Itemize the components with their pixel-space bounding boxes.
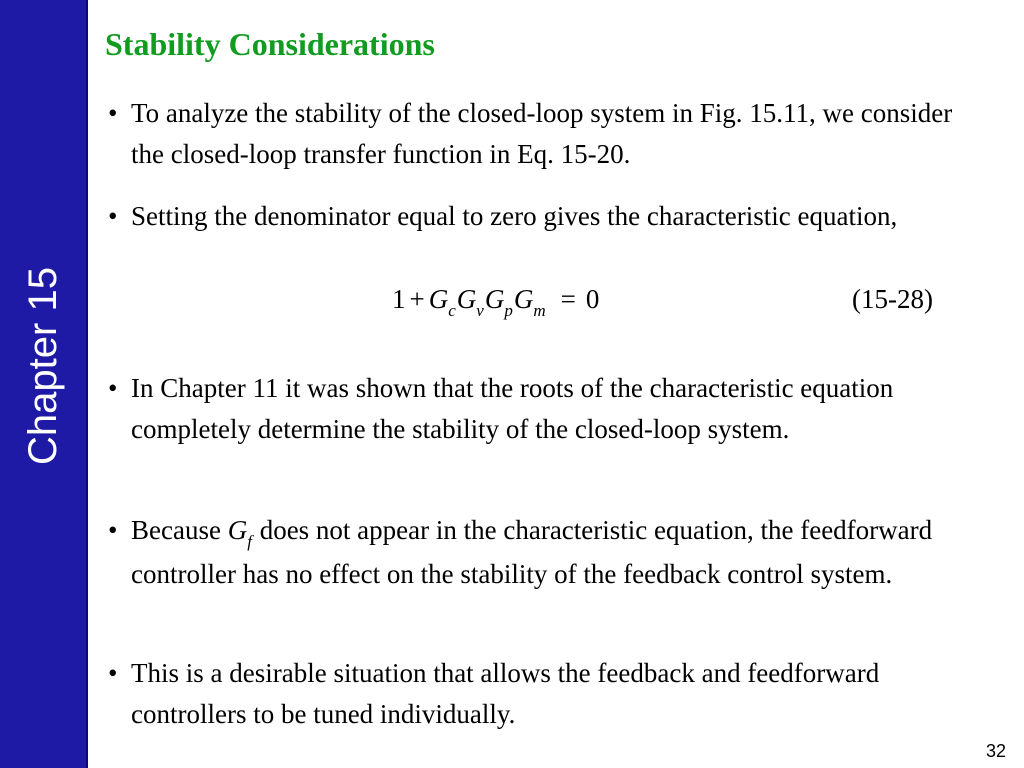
chapter-label: Chapter 15 (21, 267, 65, 465)
bullet-text-after: does not appear in the characteristic equation, the feedforward controller has no effect on the stability of the feedback control system. (131, 515, 933, 589)
equation-term-gv: G (456, 284, 477, 314)
slide-number: 32 (985, 741, 1006, 761)
bullet-marker: • (108, 98, 118, 128)
bullet-text-5: This is a desirable situation that allows the feedback and feedforward controllers to be tuned individually. (131, 658, 880, 729)
bullet-marker: • (108, 373, 118, 403)
feedforward-symbol: G (227, 515, 248, 545)
equation-number: (15-28) (852, 284, 933, 314)
bullet-item-5 (108, 653, 988, 735)
bullet-text-before: Because (131, 515, 221, 545)
bullet-text-4 (131, 510, 988, 595)
bullet-item-1 (108, 93, 988, 175)
bullet-text-2: Setting the denominator equal to zero gives the characteristic equation, (131, 201, 898, 231)
equation-subscript-p: p (504, 301, 513, 320)
bullet-text-3: In Chapter 11 it was shown that the roots of the characteristic equation completely determine the stability of the closed-loop system. (131, 373, 894, 444)
equation-term-gm: G (513, 284, 534, 314)
equation-equals: = (560, 284, 576, 314)
equation-plus: + (409, 284, 425, 314)
bullet-marker: • (108, 201, 118, 231)
bullet-item-2 (108, 196, 988, 237)
bullet-marker: • (108, 658, 118, 688)
equation-term-gc: G (428, 284, 449, 314)
equation-subscript-m: m (533, 301, 546, 320)
characteristic-equation (392, 279, 599, 323)
bullet-text-1: To analyze the stability of the closed-loop system in Fig. 15.11, we consider the closed-loop transfer function in Eq. 15-20. (131, 98, 953, 169)
equation-rhs: 0 (585, 284, 600, 314)
feedforward-subscript: f (247, 532, 252, 551)
equation-subscript-c: c (448, 301, 456, 320)
bullet-item-3 (108, 368, 988, 450)
equation-term-gp: G (484, 284, 505, 314)
equation-one: 1 (392, 284, 406, 314)
bullet-marker: • (108, 515, 118, 545)
equation-subscript-v: v (476, 301, 484, 320)
slide-title: Stability Considerations (105, 26, 435, 62)
bullet-item-4 (108, 510, 988, 595)
